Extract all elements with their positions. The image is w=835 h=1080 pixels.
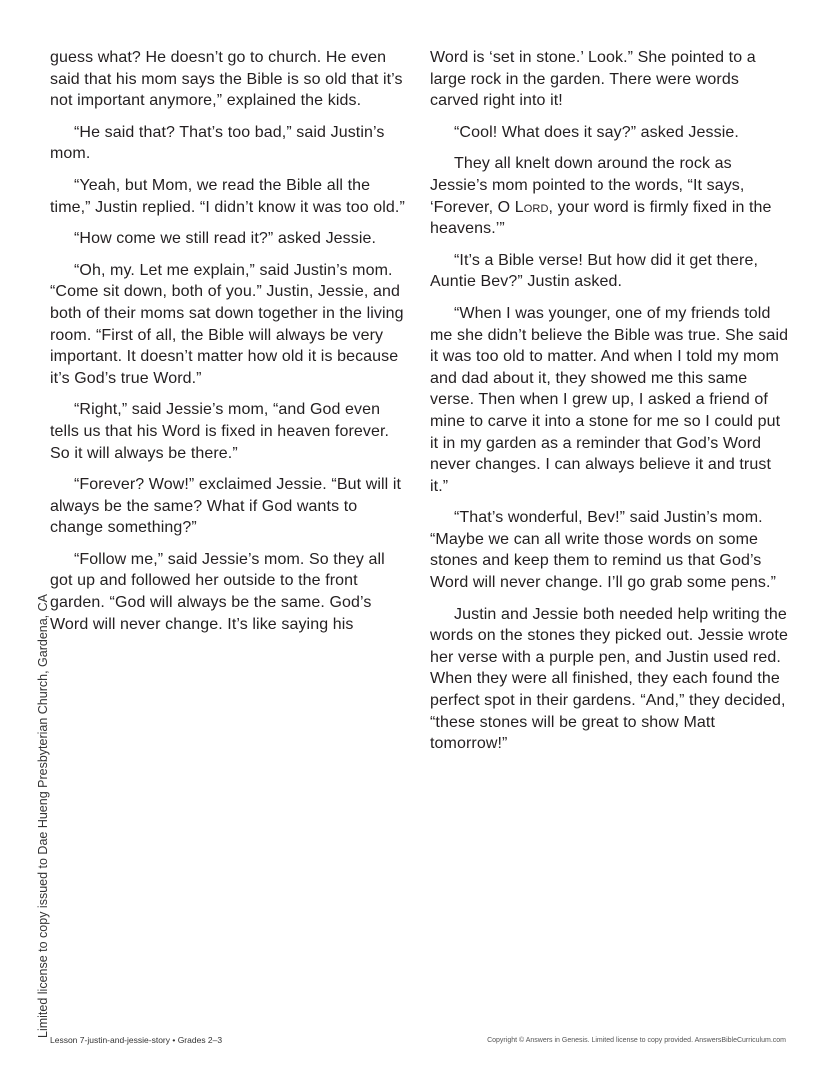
story-paragraph: Word is ‘set in stone.’ Look.” She pointed to a large rock in the garden. There were words carved right into it! <box>430 49 756 110</box>
story-paragraph: “Oh, my. Let me explain,” said Justin’s mom. “Come sit down, both of you.” Justin, Jessie, and both of their moms sat down together in the living room. “First of all, the Bible will always be very important. It doesn’t matter how old it is because it’s God’s true Word.” <box>50 261 404 387</box>
story-left-column <box>50 47 410 645</box>
story-paragraph: “Yeah, but Mom, we read the Bible all the time,” Justin replied. “I didn’t know it was too old.” <box>50 176 405 216</box>
story-paragraph: “Cool! What does it say?” asked Jessie. <box>454 123 739 141</box>
story-paragraph: “That’s wonderful, Bev!” said Justin’s mom. “Maybe we can all write those words on some stones and keep them to remind us that God’s Word will never change. I’ll go grab some pens.” <box>430 509 777 592</box>
story-paragraph: “How come we still read it?” asked Jessie. <box>74 230 377 248</box>
verse-text-start: They all knelt down around the rock as Jessie’s mom pointed to the words, “It says, ‘Forever, O <box>430 155 745 216</box>
story-paragraph: “Forever? Wow!” exclaimed Jessie. “But will it always be the same? What if God wants to change something?” <box>50 476 402 537</box>
story-paragraph: Justin and Jessie both needed help writing the words on the stones they picked out. Jessie wrote her verse with a purple pen, and Justin used red. When they were all finished, they each found the perfect spot in their gardens. “And,” they decided, “these stones will be great to show Matt tomorrow!” <box>430 605 788 753</box>
verse-text-end: , your word is firmly fixed in the heavens.’” <box>430 198 772 238</box>
license-notice: Limited license to copy issued to Dae Hueng Presbyterian Church, Gardena, CA <box>36 594 50 1038</box>
lord-small-caps: Lord <box>514 198 549 216</box>
story-paragraph: “It’s a Bible verse! But how did it get there, Auntie Bev?” Justin asked. <box>430 251 759 291</box>
story-paragraph: “When I was younger, one of my friends told me she didn’t believe the Bible was true. She said it was too old to matter. And when I told my mom and dad about it, they showed me this same verse. Then when I grew up, I asked a friend of mine to carve it into a stone for me so I could put it in my garden as a reminder that God’s Word never changes. I can always believe it and trust it.” <box>430 304 789 495</box>
footer-copyright: Copyright © Answers in Genesis. Limited license to copy provided. AnswersBibleCurriculum.com <box>487 1037 786 1044</box>
story-paragraph: “Follow me,” said Jessie’s mom. So they all got up and followed her outside to the front garden. “God will always be the same. God’s Word will never change. It’s like saying his <box>50 550 385 633</box>
story-paragraph: guess what? He doesn’t go to church. He even said that his mom says the Bible is so old that it’s not important anymore,” explained the kids. <box>50 49 403 110</box>
story-paragraph: “Right,” said Jessie’s mom, “and God even tells us that his Word is fixed in heaven forever. So it will always be there.” <box>50 401 390 462</box>
footer-lesson-label: Lesson 7-justin-and-jessie-story • Grades 2–3 <box>50 1035 223 1045</box>
story-right-column <box>430 47 790 765</box>
story-paragraph-verse <box>430 153 790 239</box>
story-paragraph: “He said that? That’s too bad,” said Justin’s mom. <box>50 123 385 163</box>
